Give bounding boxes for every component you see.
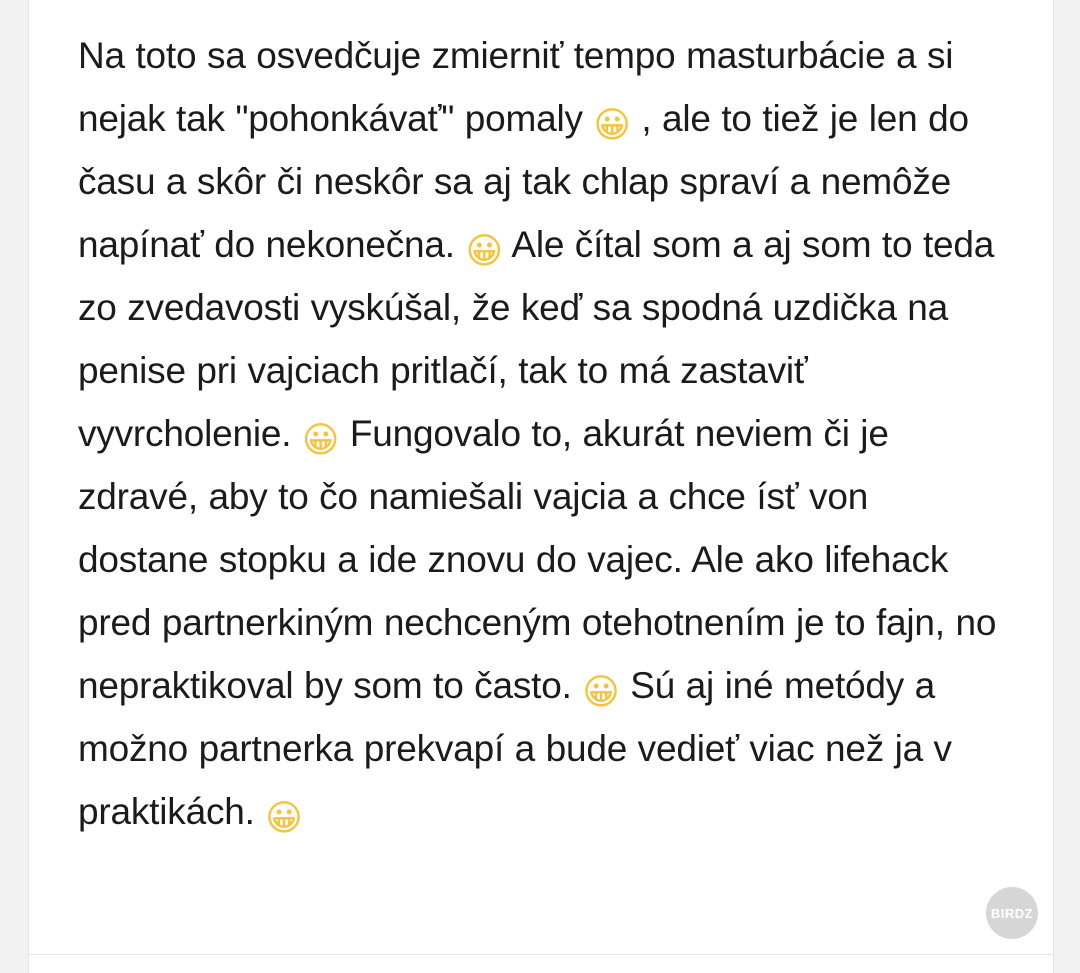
grinning-face-emoji: 😀	[593, 105, 631, 146]
right-divider	[1053, 0, 1054, 973]
left-gutter	[0, 0, 28, 973]
bottom-divider	[28, 954, 1054, 955]
watermark-label: BIRDZ	[990, 905, 1034, 921]
birdz-watermark	[986, 887, 1038, 939]
right-gutter	[1054, 0, 1080, 973]
grinning-face-emoji: 😀	[265, 798, 303, 839]
grinning-face-emoji: 😀	[301, 420, 340, 461]
left-divider	[28, 0, 29, 973]
post-text: Na toto sa osvedčuje zmierniť tempo masturbácie a si nejak tak "pohonkávať" pomaly 😀 , ale to tiež je len do času a skôr či neskôr sa aj tak chlap spraví a nemôže napínať do nekonečna. 😀 Ale čítal som a aj som to teda zo zvedavosti vyskúšal, že keď sa spodná uzdička na penise pri vajciach pritlačí, tak to má zastaviť vyvrcholenie. 😀 Fungovalo to, akurát neviem či je zdravé, aby to čo namiešali vajcia a chce ísť von dostane stopku a ide znovu do vajec. Ale ako lifehack pred partnerkiným nechceným otehotnením je to fajn, no nepraktikoval by som to často. 😀 Sú aj iné metódy a možno partnerka prekvapí a bude vedieť viac než ja v praktikách. 😀	[78, 35, 997, 839]
grinning-face-emoji: 😀	[582, 672, 620, 713]
grinning-face-emoji: 😀	[465, 231, 503, 272]
